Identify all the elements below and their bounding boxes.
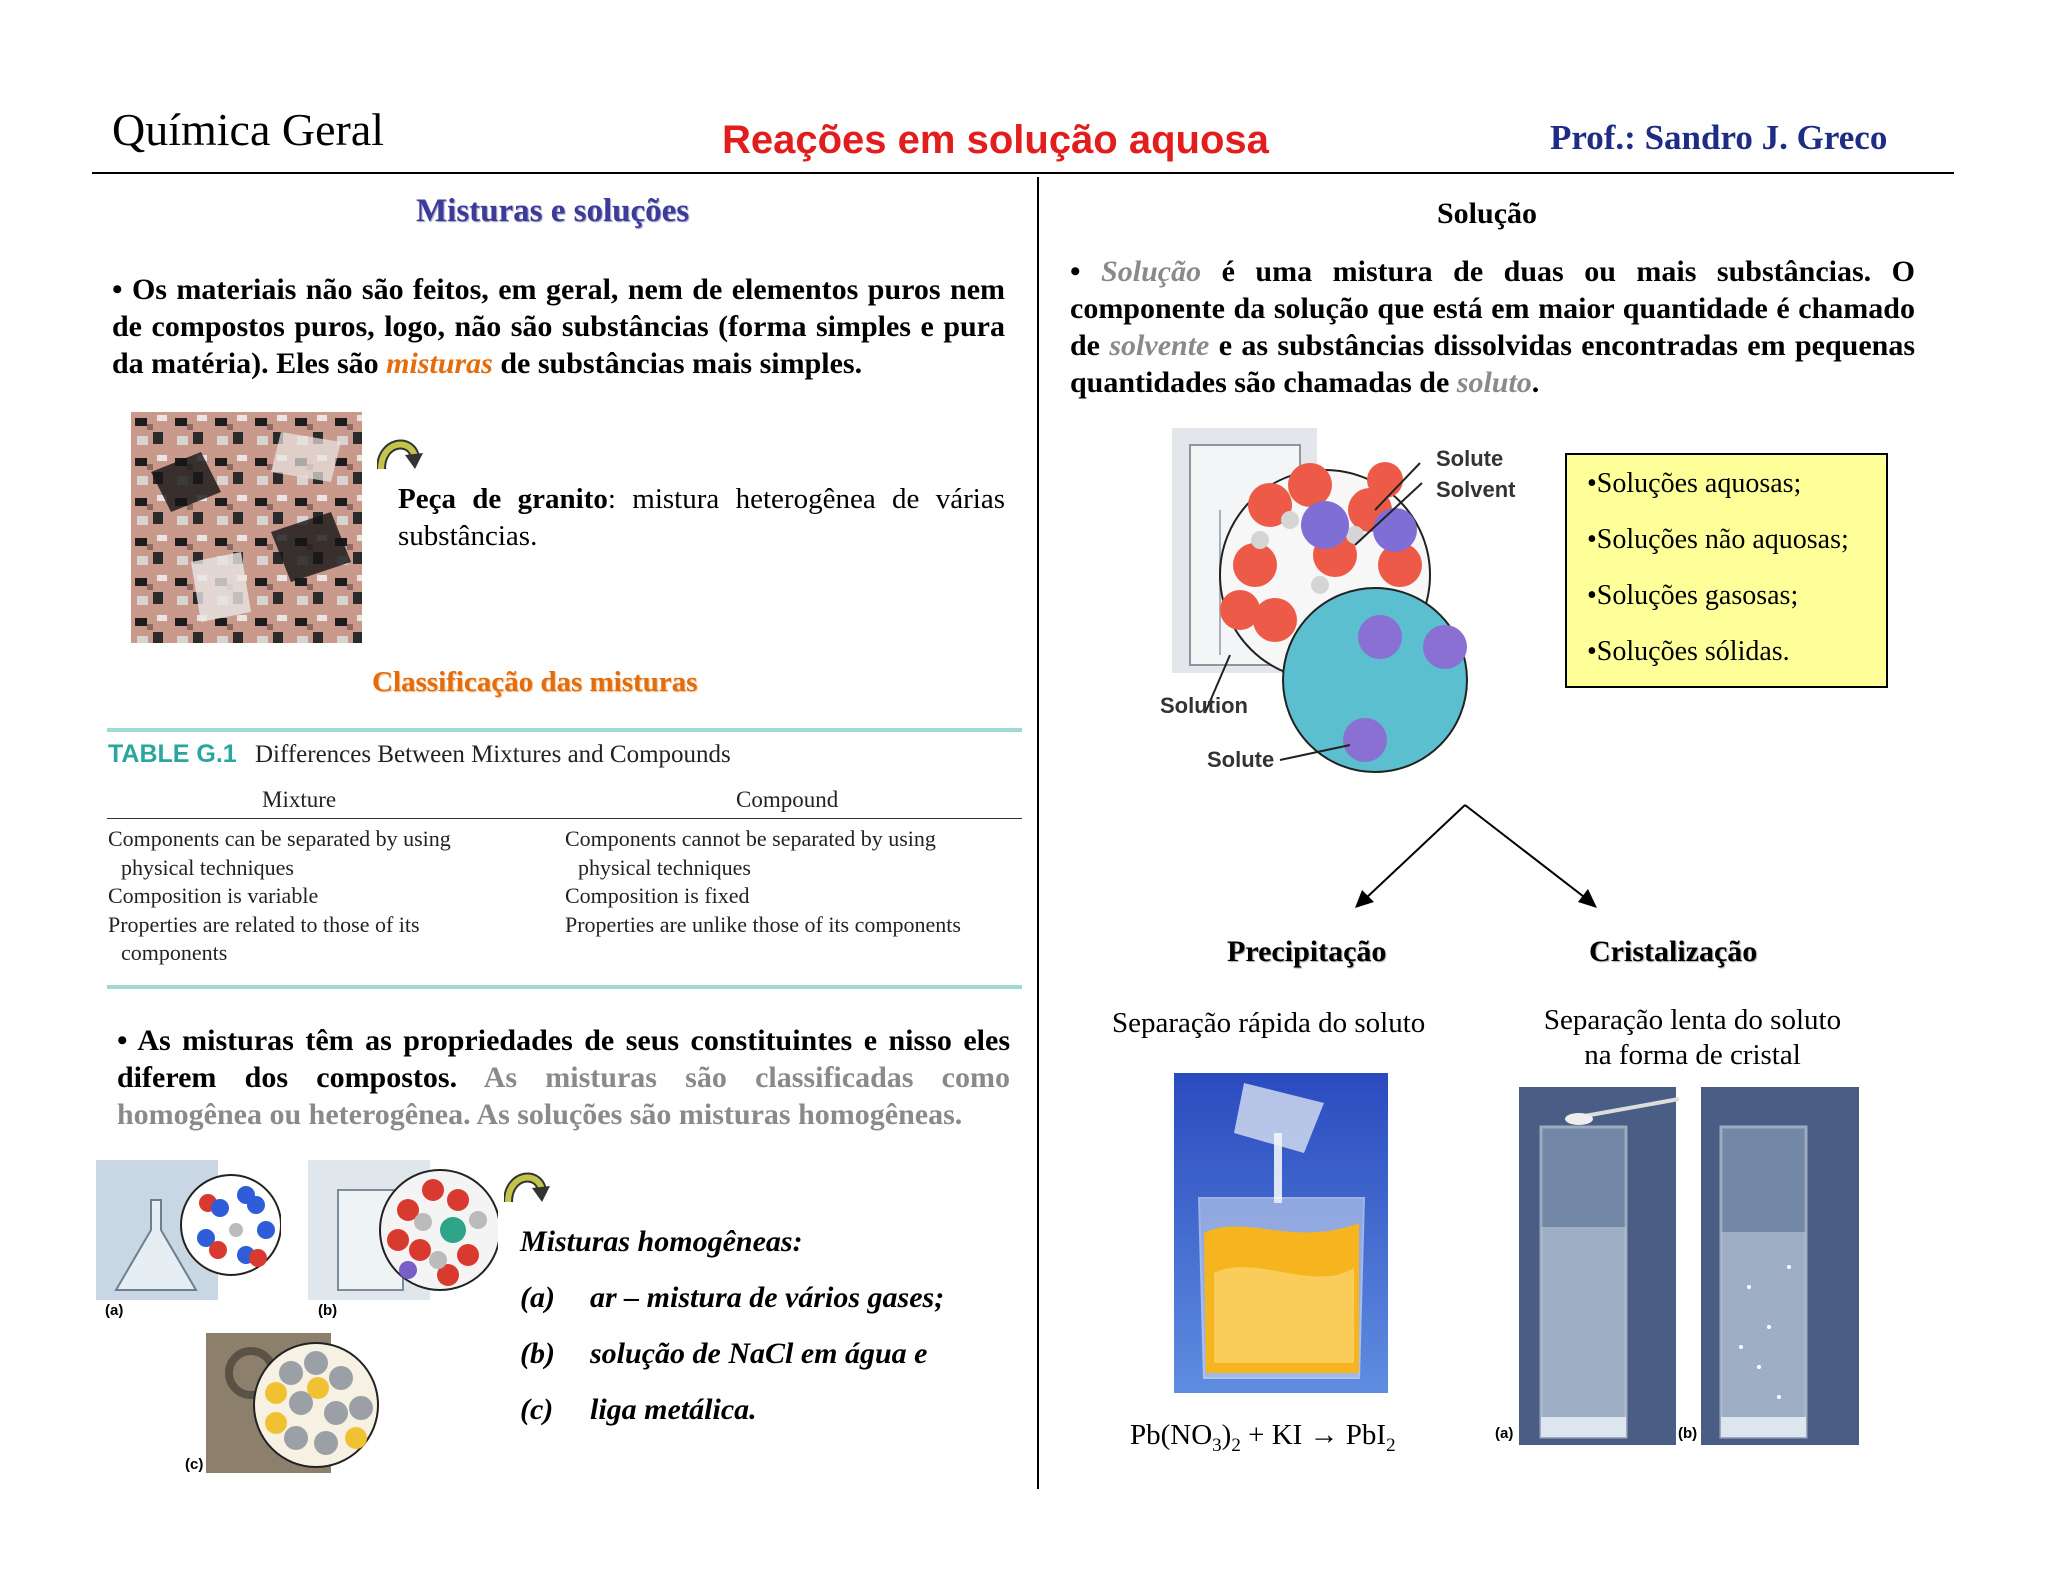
column-divider (1037, 177, 1039, 1489)
intro-paragraph (112, 271, 1005, 382)
table-header-mixture: Mixture (262, 787, 337, 812)
granite-label: Peça de granito (398, 483, 608, 515)
properties-paragraph (117, 1022, 1010, 1133)
table-cell: Properties are related to those of its (108, 911, 420, 937)
bullet: • (117, 1024, 128, 1057)
equation-subscript: 3 (1212, 1434, 1222, 1456)
figure-label-a: (a) (105, 1302, 124, 1319)
bullet: • (112, 273, 123, 306)
solvent-word: solvente (1109, 329, 1210, 362)
item-text: solução de NaCl em água e (590, 1337, 928, 1370)
course-title: Química Geral (112, 104, 385, 155)
item-label: (b) (520, 1337, 555, 1370)
granite-photo (131, 412, 362, 643)
definition-text-3: . (1531, 366, 1540, 399)
curved-arrow-icon (377, 435, 425, 473)
figure-label-b: (b) (318, 1302, 338, 1319)
homogeneous-item-b (520, 1337, 928, 1371)
table-cell: Components cannot be separated by using (565, 826, 936, 851)
table-cell: Composition is fixed (565, 883, 750, 908)
table-compound-column (565, 825, 1025, 939)
metal-alloy-figure (206, 1333, 386, 1473)
precipitation-desc: Separação rápida do soluto (1112, 1007, 1426, 1039)
mixtures-section-title: Misturas e soluções (416, 193, 690, 229)
table-mixture-column (108, 825, 548, 968)
figure-label-c: (c) (185, 1456, 204, 1473)
table-bottom-rule (107, 985, 1022, 989)
properties-text-2: As misturas são classificadas como homogênea ou heterogênea. As soluções são misturas homogêneas. (117, 1061, 1010, 1131)
solution-type-item: •Soluções gasosas; (1587, 580, 1799, 611)
definition-text-1: é uma mistura de duas ou mais substâncias. O componente da solução que está em maior quantidade é chamado de (1070, 255, 1916, 362)
solution-definition (1070, 253, 1915, 401)
definition-text-2: e as substâncias dissolvidas encontradas em pequenas quantidades são chamadas de (1070, 329, 1916, 399)
label-solution: Solution (1160, 693, 1248, 718)
solution-word: Solução (1101, 255, 1202, 288)
granite-caption (398, 481, 1005, 555)
item-text: liga metálica. (590, 1393, 757, 1426)
classification-title: Classificação das misturas (372, 666, 698, 698)
curved-arrow-icon (504, 1168, 552, 1206)
chemical-equation (1130, 1419, 1396, 1457)
item-label: (c) (520, 1393, 554, 1426)
table-cell: Properties are unlike those of its components (565, 911, 961, 937)
item-text: ar – mistura de vários gases; (590, 1281, 945, 1314)
branch-arrows (1350, 800, 1610, 915)
solution-type-item: •Soluções não aquosas; (1587, 524, 1849, 555)
solution-types-box (1565, 453, 1888, 688)
table-top-rule (107, 728, 1022, 732)
table-header-compound: Compound (736, 787, 839, 812)
homogeneous-item-c (520, 1393, 757, 1427)
label-solvent: Solvent (1436, 477, 1516, 502)
topic-title: Reações em solução aquosa (722, 118, 1269, 162)
label-solute: Solute (1436, 446, 1504, 471)
table-cell: Composition is variable (108, 883, 319, 908)
mixtures-word: misturas (386, 347, 493, 380)
header-rule (92, 172, 1954, 174)
table-cell: physical techniques (578, 854, 751, 880)
tube-label-a: (a) (1495, 1425, 1514, 1442)
crystallization-photo (1519, 1087, 1859, 1445)
table-cell: components (121, 940, 228, 965)
solution-section-title: Solução (1437, 197, 1538, 230)
table-caption (108, 740, 731, 769)
tube-label-b: (b) (1678, 1425, 1698, 1442)
intro-text-2: de substâncias mais simples. (492, 347, 863, 380)
solution-type-item: •Soluções aquosas; (1587, 468, 1802, 499)
homogeneous-item-a (520, 1281, 944, 1315)
equation-part: ) (1221, 1419, 1232, 1451)
table-cell: Components can be separated by using (108, 826, 451, 851)
crystallization-desc-line: Separação lenta do soluto (1543, 1004, 1842, 1036)
table-label: TABLE G.1 (108, 740, 237, 768)
professor-name: Prof.: Sandro J. Greco (1550, 118, 1888, 157)
solution-type-item: •Soluções sólidas. (1587, 636, 1790, 667)
homogeneous-title: Misturas homogêneas: (520, 1225, 803, 1258)
intro-text-1: Os materiais não são feitos, em geral, nem de elementos puros nem de compostos puros, logo, não são substâncias (forma simples e pura da matéria). Eles são (112, 273, 1006, 380)
precipitation-photo (1174, 1073, 1388, 1393)
solute-word: soluto (1456, 366, 1532, 399)
granite-text: : mistura heterogênea de várias substâncias. (398, 483, 1006, 552)
item-label: (a) (520, 1281, 555, 1314)
table-cell: physical techniques (121, 854, 294, 880)
air-mixture-figure (96, 1160, 281, 1320)
label-solute-2: Solute (1207, 747, 1275, 772)
properties-text-1: As misturas têm as propriedades de seus constituintes e nisso eles diferem dos compostos. (117, 1024, 1010, 1094)
equation-part: Pb(NO (1130, 1419, 1213, 1451)
crystallization-desc (1520, 1003, 1865, 1073)
bullet: • (1070, 255, 1081, 288)
equation-subscript: 2 (1386, 1434, 1396, 1456)
precipitation-title: Precipitação (1227, 935, 1387, 968)
crystallization-title: Cristalização (1589, 935, 1758, 968)
table-title: Differences Between Mixtures and Compounds (254, 741, 731, 768)
equation-subscript: 2 (1231, 1434, 1241, 1456)
table-header-rule (107, 818, 1022, 819)
equation-part: + KI → PbI (1240, 1419, 1387, 1451)
crystallization-desc-line: na forma de cristal (1584, 1039, 1801, 1071)
nacl-solution-figure (308, 1160, 498, 1310)
